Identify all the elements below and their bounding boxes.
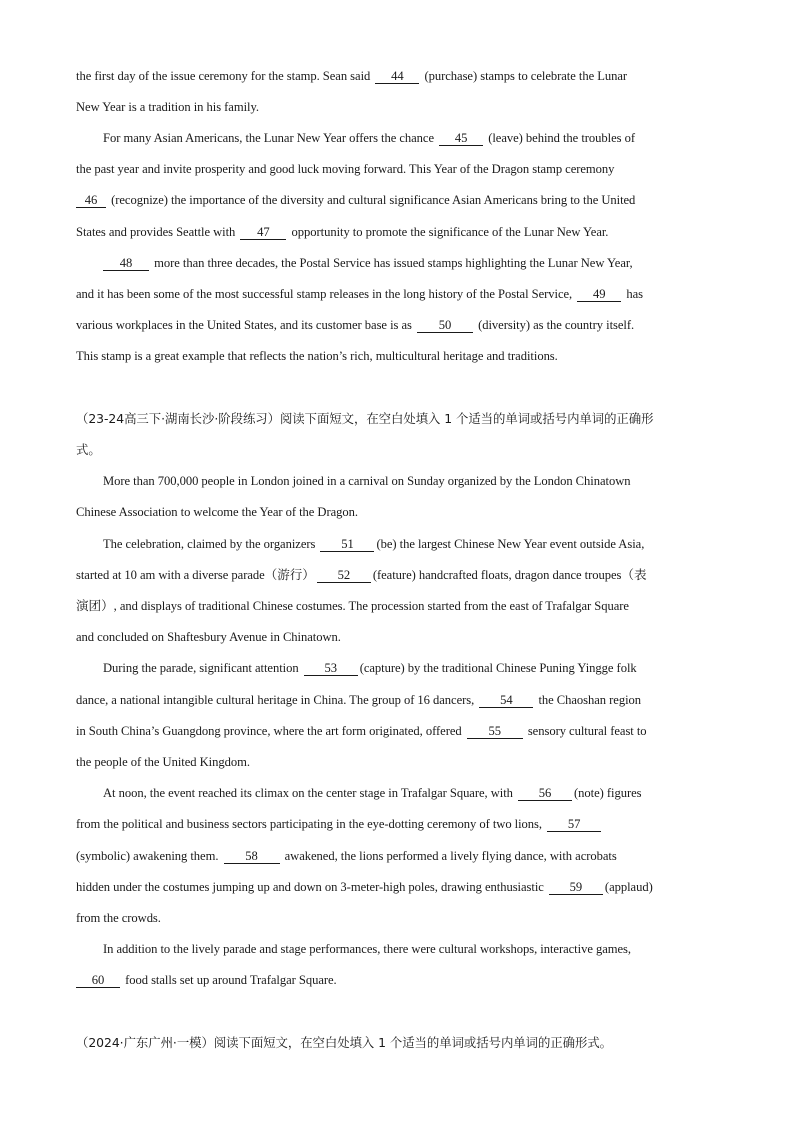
blank-48[interactable]: 48: [103, 257, 149, 271]
text-line: from the political and business sectors participating in the eye-dotting ceremony of two lions, 57: [76, 816, 603, 832]
blank-45[interactable]: 45: [439, 132, 483, 146]
section-heading: （23-24高三下·湖南长沙·阶段练习）阅读下面短文，在空白处填入 1 个适当的单词或括号内单词的正确形: [76, 411, 654, 426]
text-line: in South China’s Guangdong province, where the art form originated, offered 55 sensory cultural feast to: [76, 724, 647, 738]
blank-52[interactable]: 52: [317, 569, 371, 583]
text-line: started at 10 am with a diverse parade（游行） 52 (feature) handcrafted floats, dragon dance troupes（表: [76, 568, 647, 582]
text-line: various workplaces in the United States, and its customer base is as 50 (diversity) as the country itself.: [76, 318, 635, 332]
blank-47[interactable]: 47: [240, 226, 286, 240]
blank-53[interactable]: 53: [304, 662, 358, 676]
text-line: At noon, the event reached its climax on the center stage in Trafalgar Square, with 56 (note) figures: [103, 786, 642, 800]
text-line: Chinese Association to welcome the Year of the Dragon.: [76, 505, 358, 519]
text-line: 演团）, and displays of traditional Chinese costumes. The procession started from the east of Trafalgar Square: [76, 599, 629, 613]
blank-56[interactable]: 56: [518, 787, 572, 801]
blank-58[interactable]: 58: [224, 850, 280, 864]
text-line: dance, a national intangible cultural heritage in China. The group of 16 dancers, 54 the Chaoshan region: [76, 693, 642, 707]
blank-50[interactable]: 50: [417, 319, 473, 333]
blank-54[interactable]: 54: [479, 694, 533, 708]
text-line: the past year and invite prosperity and good luck moving forward. This Year of the Dragon stamp ceremony: [76, 162, 615, 176]
blank-46[interactable]: 46: [76, 194, 106, 208]
blank-57[interactable]: 57: [547, 818, 601, 832]
blank-49[interactable]: 49: [577, 288, 621, 302]
text-line: 46 (recognize) the importance of the diversity and cultural significance Asian Americans bring to the United: [76, 192, 635, 208]
section-heading-cont: 式。: [76, 442, 101, 457]
text-line: 60 food stalls set up around Trafalgar Square.: [76, 972, 337, 988]
blank-60[interactable]: 60: [76, 974, 120, 988]
text-line: New Year is a tradition in his family.: [76, 100, 260, 114]
text-line: This stamp is a great example that reflects the nation’s rich, multicultural heritage and traditions.: [76, 349, 558, 363]
text-line: and it has been some of the most successful stamp releases in the long history of the Postal Service, 49 has: [76, 287, 643, 301]
blank-51[interactable]: 51: [320, 538, 374, 552]
text-line: States and provides Seattle with 47 opportunity to promote the significance of the Lunar New Year.: [76, 225, 609, 239]
text-line: During the parade, significant attention 53 (capture) by the traditional Chinese Puning Yingge folk: [103, 661, 637, 675]
text-line: (symbolic) awakening them. 58 awakened, the lions performed a lively flying dance, with acrobats: [76, 849, 617, 863]
blank-44[interactable]: 44: [375, 70, 419, 84]
text-line: In addition to the lively parade and stage performances, there were cultural workshops, interactive games,: [103, 942, 631, 956]
text-line: the first day of the issue ceremony for the stamp. Sean said 44 (purchase) stamps to celebrate the Lunar: [76, 69, 628, 83]
text-line: More than 700,000 people in London joined in a carnival on Sunday organized by the London Chinatown: [103, 474, 631, 488]
blank-59[interactable]: 59: [549, 881, 603, 895]
section-heading: （2024·广东广州·一模）阅读下面短文，在空白处填入 1 个适当的单词或括号内单词的正确形式。: [76, 1035, 613, 1050]
text-line: For many Asian Americans, the Lunar New Year offers the chance 45 (leave) behind the troubles of: [103, 131, 635, 145]
text-line: 48 more than three decades, the Postal Service has issued stamps highlighting the Lunar New Year,: [103, 255, 633, 271]
text-line: from the crowds.: [76, 911, 161, 925]
text-line: the people of the United Kingdom.: [76, 755, 250, 769]
blank-55[interactable]: 55: [467, 725, 523, 739]
text-line: hidden under the costumes jumping up and down on 3-meter-high poles, drawing enthusiastic 59 (applaud): [76, 880, 653, 894]
text-line: and concluded on Shaftesbury Avenue in Chinatown.: [76, 630, 341, 644]
text-line: The celebration, claimed by the organizers 51 (be) the largest Chinese New Year event outside Asia,: [103, 537, 645, 551]
